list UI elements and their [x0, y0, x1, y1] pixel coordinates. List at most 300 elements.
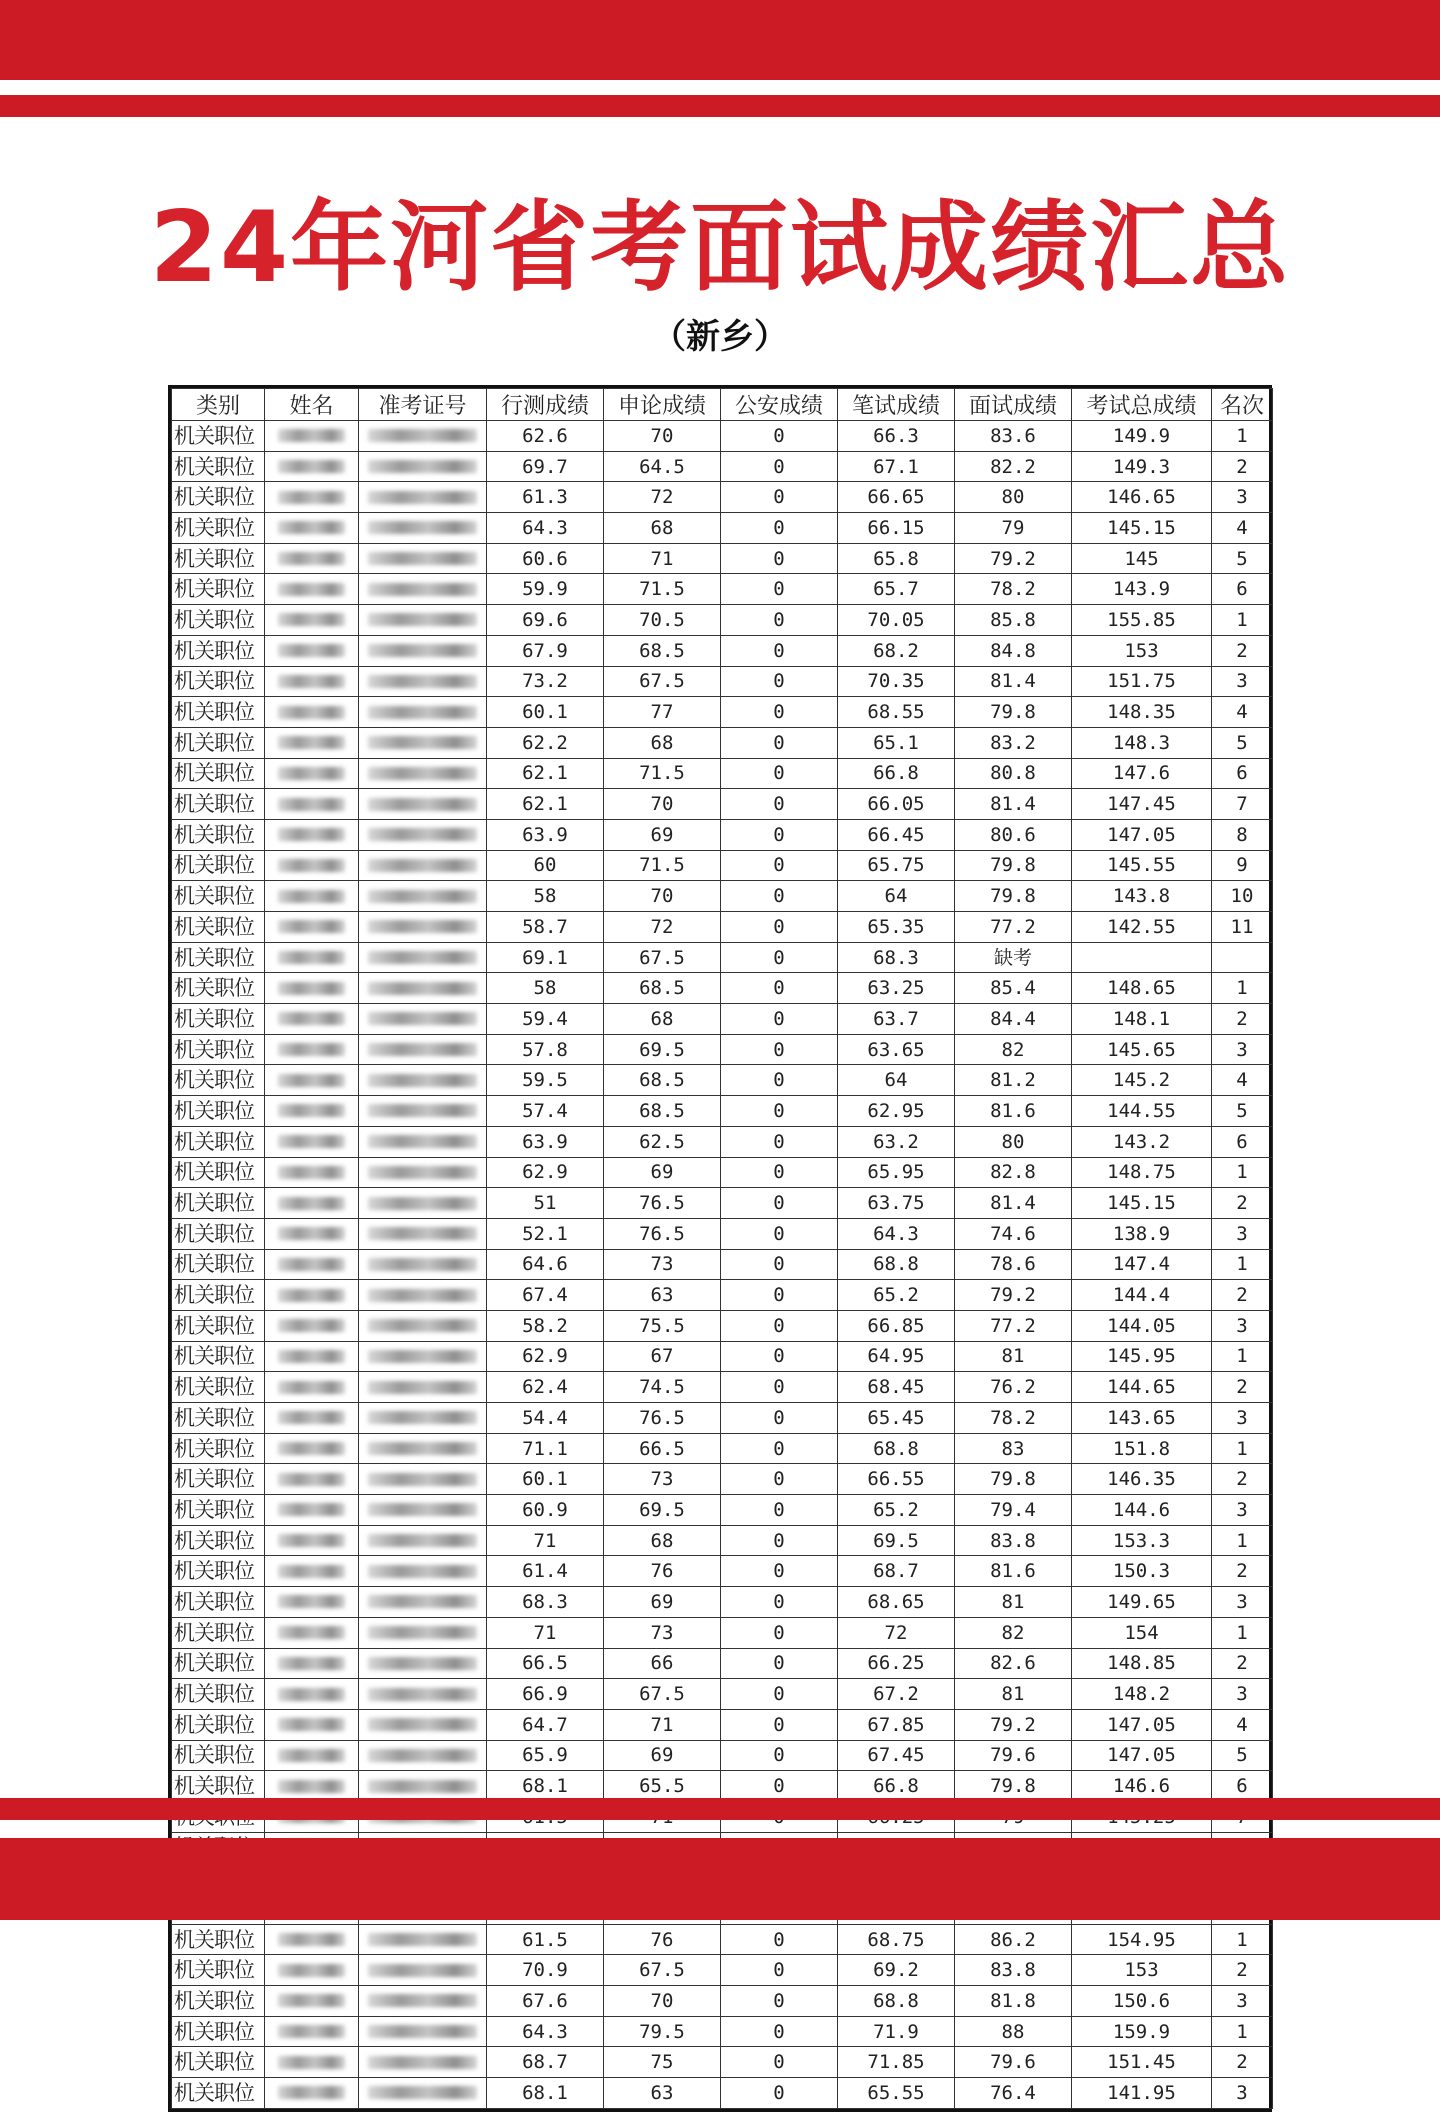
score-cell: 0 [721, 1126, 838, 1157]
category-cell: 机关职位 [172, 1034, 265, 1065]
score-cell: 148.3 [1072, 727, 1212, 758]
score-cell: 3 [1212, 1495, 1273, 1526]
score-cell: 75 [604, 2047, 721, 2078]
score-cell: 0 [721, 666, 838, 697]
redacted-name-cell [265, 850, 359, 881]
score-cell: 68.2 [838, 635, 955, 666]
redacted-name-cell [265, 1556, 359, 1587]
score-cell: 82.6 [955, 1648, 1072, 1679]
score-cell: 66.25 [838, 1648, 955, 1679]
table-row [172, 881, 1273, 912]
score-cell: 67.45 [838, 1740, 955, 1771]
score-cell: 80.6 [955, 819, 1072, 850]
redaction-blur [278, 613, 344, 626]
score-cell: 71.5 [604, 850, 721, 881]
score-cell: 0 [721, 1065, 838, 1096]
redacted-name-cell [265, 513, 359, 544]
redacted-id-cell [359, 451, 487, 482]
category-cell: 机关职位 [172, 1709, 265, 1740]
score-cell: 83 [955, 1433, 1072, 1464]
score-cell: 66.5 [604, 1433, 721, 1464]
score-cell: 143.9 [1072, 574, 1212, 605]
redacted-name-cell [265, 1280, 359, 1311]
redaction-blur [278, 1258, 344, 1271]
score-cell: 147.45 [1072, 789, 1212, 820]
score-cell: 64 [838, 881, 955, 912]
score-cell: 66 [604, 1648, 721, 1679]
score-cell: 64.95 [838, 1341, 955, 1372]
redaction-blur [278, 1688, 344, 1701]
category-cell: 机关职位 [172, 1556, 265, 1587]
score-cell: 1 [1212, 1924, 1273, 1955]
score-cell: 83.8 [955, 1955, 1072, 1986]
score-cell: 62.1 [487, 789, 604, 820]
redacted-id-cell [359, 1556, 487, 1587]
category-cell: 机关职位 [172, 1617, 265, 1648]
redacted-id-cell [359, 1341, 487, 1372]
redaction-blur [368, 767, 477, 780]
score-cell: 79 [955, 513, 1072, 544]
score-cell: 63.7 [838, 1004, 955, 1035]
redacted-name-cell [265, 1433, 359, 1464]
redaction-blur [278, 2086, 344, 2099]
score-cell: 153 [1072, 635, 1212, 666]
column-header: 面试成绩 [955, 389, 1072, 421]
score-cell: 71.9 [838, 2016, 955, 2047]
redacted-name-cell [265, 1495, 359, 1526]
redaction-blur [368, 460, 477, 473]
score-cell: 0 [721, 1310, 838, 1341]
score-cell: 66.8 [838, 1771, 955, 1802]
score-cell: 82 [955, 1034, 1072, 1065]
redacted-name-cell [265, 666, 359, 697]
score-cell: 64.3 [838, 1218, 955, 1249]
score-cell: 64.3 [487, 513, 604, 544]
score-cell: 68 [604, 727, 721, 758]
score-cell: 0 [721, 1679, 838, 1710]
redacted-name-cell [265, 1034, 359, 1065]
table-row [172, 942, 1273, 973]
redaction-blur [278, 1012, 344, 1025]
score-cell: 2 [1212, 635, 1273, 666]
score-cell: 2 [1212, 1004, 1273, 1035]
score-cell: 74.5 [604, 1372, 721, 1403]
redacted-id-cell [359, 1280, 487, 1311]
score-cell: 68 [604, 1525, 721, 1556]
redaction-blur [368, 1657, 477, 1670]
category-cell: 机关职位 [172, 697, 265, 728]
score-cell: 0 [721, 1403, 838, 1434]
category-cell: 机关职位 [172, 482, 265, 513]
score-cell: 85.4 [955, 973, 1072, 1004]
category-cell: 机关职位 [172, 1986, 265, 2017]
score-cell: 60.6 [487, 543, 604, 574]
redaction-blur [278, 1657, 344, 1670]
redacted-id-cell [359, 1433, 487, 1464]
redaction-blur [278, 521, 344, 534]
score-cell: 154 [1072, 1617, 1212, 1648]
score-cell: 64.3 [487, 2016, 604, 2047]
redaction-blur [278, 429, 344, 442]
score-cell: 144.6 [1072, 1495, 1212, 1526]
score-cell: 143.8 [1072, 881, 1212, 912]
score-cell: 6 [1212, 574, 1273, 605]
redacted-name-cell [265, 1740, 359, 1771]
category-cell: 机关职位 [172, 912, 265, 943]
score-cell: 3 [1212, 1986, 1273, 2017]
category-cell: 机关职位 [172, 1372, 265, 1403]
redaction-blur [368, 613, 477, 626]
score-cell: 71.85 [838, 2047, 955, 2078]
score-cell: 58.7 [487, 912, 604, 943]
score-cell: 145.15 [1072, 513, 1212, 544]
redacted-name-cell [265, 1096, 359, 1127]
redaction-blur [368, 1964, 477, 1977]
redacted-name-cell [265, 482, 359, 513]
score-cell: 0 [721, 1740, 838, 1771]
redacted-id-cell [359, 1218, 487, 1249]
score-cell: 148.65 [1072, 973, 1212, 1004]
score-cell: 66.3 [838, 421, 955, 452]
redacted-id-cell [359, 543, 487, 574]
redacted-id-cell [359, 1188, 487, 1219]
score-cell: 70 [604, 421, 721, 452]
score-cell: 138.9 [1072, 1218, 1212, 1249]
score-cell: 0 [721, 513, 838, 544]
redaction-blur [278, 1289, 344, 1302]
redacted-name-cell [265, 1587, 359, 1618]
category-cell: 机关职位 [172, 1004, 265, 1035]
redaction-blur [278, 675, 344, 688]
score-cell: 6 [1212, 1126, 1273, 1157]
score-cell: 68.3 [838, 942, 955, 973]
score-cell: 0 [721, 1096, 838, 1127]
redacted-id-cell [359, 2078, 487, 2109]
score-cell: 76.5 [604, 1188, 721, 1219]
score-cell: 70.9 [487, 1955, 604, 1986]
category-cell: 机关职位 [172, 2016, 265, 2047]
score-cell: 5 [1212, 543, 1273, 574]
redaction-blur [278, 798, 344, 811]
redacted-id-cell [359, 1679, 487, 1710]
score-cell: 79.6 [955, 1740, 1072, 1771]
score-cell: 58 [487, 881, 604, 912]
score-cell: 148.1 [1072, 1004, 1212, 1035]
score-cell: 65.5 [604, 1771, 721, 1802]
score-cell: 63.9 [487, 819, 604, 850]
table-row [172, 1495, 1273, 1526]
category-cell: 机关职位 [172, 881, 265, 912]
score-cell: 65.2 [838, 1495, 955, 1526]
redaction-blur [368, 1166, 477, 1179]
redacted-name-cell [265, 1341, 359, 1372]
redacted-name-cell [265, 912, 359, 943]
redaction-blur [368, 706, 477, 719]
score-cell: 0 [721, 1771, 838, 1802]
score-cell: 145.15 [1072, 1188, 1212, 1219]
redaction-blur [278, 1749, 344, 1762]
redacted-id-cell [359, 727, 487, 758]
score-cell: 2 [1212, 451, 1273, 482]
category-cell: 机关职位 [172, 1341, 265, 1372]
table-row [172, 421, 1273, 452]
category-cell: 机关职位 [172, 605, 265, 636]
redacted-id-cell [359, 1495, 487, 1526]
score-cell: 62.9 [487, 1157, 604, 1188]
score-cell: 75.5 [604, 1310, 721, 1341]
score-cell: 151.45 [1072, 2047, 1212, 2078]
score-cell: 148.35 [1072, 697, 1212, 728]
redacted-name-cell [265, 1986, 359, 2017]
redacted-id-cell [359, 973, 487, 1004]
score-cell: 149.3 [1072, 451, 1212, 482]
table-row [172, 2078, 1273, 2109]
table-row [172, 2016, 1273, 2047]
score-cell: 0 [721, 1617, 838, 1648]
score-cell: 68.1 [487, 1771, 604, 1802]
score-cell: 66.9 [487, 1679, 604, 1710]
score-cell: 0 [721, 543, 838, 574]
score-cell: 2 [1212, 1464, 1273, 1495]
redacted-id-cell [359, 1740, 487, 1771]
score-cell: 154.95 [1072, 1924, 1212, 1955]
score-cell: 84.8 [955, 635, 1072, 666]
score-cell: 76.5 [604, 1218, 721, 1249]
score-cell: 69.5 [604, 1495, 721, 1526]
score-cell: 0 [721, 912, 838, 943]
redacted-name-cell [265, 1065, 359, 1096]
redacted-name-cell [265, 2016, 359, 2047]
table-row [172, 1556, 1273, 1587]
table-row [172, 1188, 1273, 1219]
redacted-id-cell [359, 635, 487, 666]
category-cell: 机关职位 [172, 666, 265, 697]
table-row [172, 1924, 1273, 1955]
score-cell: 71 [604, 543, 721, 574]
score-cell: 0 [721, 1986, 838, 2017]
category-cell: 机关职位 [172, 1525, 265, 1556]
table-row [172, 482, 1273, 513]
score-cell: 67.5 [604, 1679, 721, 1710]
column-header: 类别 [172, 389, 265, 421]
score-cell: 0 [721, 2078, 838, 2109]
score-cell: 88 [955, 2016, 1072, 2047]
score-cell: 0 [721, 727, 838, 758]
score-cell: 11 [1212, 912, 1273, 943]
category-cell: 机关职位 [172, 758, 265, 789]
score-cell: 65.45 [838, 1403, 955, 1434]
score-cell: 4 [1212, 697, 1273, 728]
score-cell: 65.9 [487, 1740, 604, 1771]
redacted-name-cell [265, 1310, 359, 1341]
score-cell: 81 [955, 1587, 1072, 1618]
score-cell: 63.75 [838, 1188, 955, 1219]
score-cell: 0 [721, 819, 838, 850]
column-header: 笔试成绩 [838, 389, 955, 421]
redacted-id-cell [359, 819, 487, 850]
table-row [172, 1341, 1273, 1372]
score-cell: 74.6 [955, 1218, 1072, 1249]
score-cell: 68 [604, 513, 721, 544]
redacted-id-cell [359, 850, 487, 881]
redacted-id-cell [359, 1955, 487, 1986]
redaction-blur [278, 982, 344, 995]
redacted-name-cell [265, 1525, 359, 1556]
score-cell: 67 [604, 1341, 721, 1372]
score-cell: 64.5 [604, 451, 721, 482]
score-cell: 68.1 [487, 2078, 604, 2109]
redaction-blur [368, 521, 477, 534]
score-cell: 69 [604, 1587, 721, 1618]
score-cell: 80.8 [955, 758, 1072, 789]
redaction-blur [368, 1104, 477, 1117]
category-cell: 机关职位 [172, 1495, 265, 1526]
redacted-name-cell [265, 1004, 359, 1035]
score-cell: 6 [1212, 1771, 1273, 1802]
score-cell: 62.5 [604, 1126, 721, 1157]
score-cell: 69.7 [487, 451, 604, 482]
score-cell: 5 [1212, 1096, 1273, 1127]
score-cell: 0 [721, 881, 838, 912]
category-cell: 机关职位 [172, 1771, 265, 1802]
redacted-id-cell [359, 1372, 487, 1403]
score-cell: 0 [721, 1004, 838, 1035]
score-cell: 64.6 [487, 1249, 604, 1280]
redaction-blur [278, 1964, 344, 1977]
redacted-name-cell [265, 2047, 359, 2078]
score-cell: 0 [721, 2047, 838, 2078]
score-cell: 77.2 [955, 912, 1072, 943]
score-cell: 153.3 [1072, 1525, 1212, 1556]
redaction-blur [278, 1074, 344, 1087]
redaction-blur [368, 1350, 477, 1363]
score-cell: 66.5 [487, 1648, 604, 1679]
top-red-band [0, 0, 1440, 80]
score-cell: 0 [721, 1433, 838, 1464]
redacted-name-cell [265, 819, 359, 850]
redaction-blur [368, 1227, 477, 1240]
redacted-id-cell [359, 1587, 487, 1618]
score-cell: 79.5 [604, 2016, 721, 2047]
category-cell: 机关职位 [172, 1310, 265, 1341]
score-cell: 1 [1212, 1249, 1273, 1280]
redacted-id-cell [359, 942, 487, 973]
redaction-blur [368, 1780, 477, 1793]
score-cell: 63 [604, 2078, 721, 2109]
table-row [172, 1617, 1273, 1648]
score-cell: 72 [604, 482, 721, 513]
category-cell: 机关职位 [172, 1280, 265, 1311]
score-cell: 151.8 [1072, 1433, 1212, 1464]
score-cell: 68.45 [838, 1372, 955, 1403]
table-row [172, 1587, 1273, 1618]
score-cell: 150.3 [1072, 1556, 1212, 1587]
redacted-id-cell [359, 1771, 487, 1802]
score-cell: 0 [721, 574, 838, 605]
redaction-blur [368, 859, 477, 872]
table-row [172, 1986, 1273, 2017]
score-cell: 65.95 [838, 1157, 955, 1188]
score-cell: 1 [1212, 1525, 1273, 1556]
redaction-blur [278, 644, 344, 657]
score-cell: 65.2 [838, 1280, 955, 1311]
score-cell: 0 [721, 850, 838, 881]
score-cell: 81.4 [955, 789, 1072, 820]
score-cell: 67.9 [487, 635, 604, 666]
table-row [172, 605, 1273, 636]
top-red-stripe [0, 95, 1440, 117]
score-cell: 65.1 [838, 727, 955, 758]
score-cell: 84.4 [955, 1004, 1072, 1035]
score-cell: 78.6 [955, 1249, 1072, 1280]
score-cell: 66.15 [838, 513, 955, 544]
redacted-id-cell [359, 513, 487, 544]
score-cell: 68.5 [604, 1096, 721, 1127]
score-cell: 1 [1212, 1617, 1273, 1648]
score-cell: 2 [1212, 1648, 1273, 1679]
score-cell: 61.4 [487, 1556, 604, 1587]
redaction-blur [368, 1688, 477, 1701]
redacted-name-cell [265, 605, 359, 636]
column-header: 名次 [1212, 389, 1273, 421]
table-row [172, 574, 1273, 605]
score-cell: 79.6 [955, 2047, 1072, 2078]
table-row [172, 1771, 1273, 1802]
page-title: 24年河省考面试成绩汇总 [149, 191, 1291, 305]
redaction-blur [278, 1718, 344, 1731]
redacted-name-cell [265, 1648, 359, 1679]
table-row [172, 1525, 1273, 1556]
redaction-blur [368, 675, 477, 688]
score-cell: 149.9 [1072, 421, 1212, 452]
redacted-name-cell [265, 1679, 359, 1710]
score-cell: 0 [721, 973, 838, 1004]
score-cell: 1 [1212, 973, 1273, 1004]
category-cell: 机关职位 [172, 1157, 265, 1188]
redaction-blur [368, 1994, 477, 2007]
category-cell: 机关职位 [172, 850, 265, 881]
score-cell: 66.65 [838, 482, 955, 513]
score-cell: 67.5 [604, 942, 721, 973]
redaction-blur [278, 491, 344, 504]
score-cell: 68.7 [487, 2047, 604, 2078]
score-cell: 71 [487, 1525, 604, 1556]
redaction-blur [278, 583, 344, 596]
score-cell: 70 [604, 1986, 721, 2017]
redacted-name-cell [265, 2078, 359, 2109]
score-cell: 59.5 [487, 1065, 604, 1096]
score-cell: 51 [487, 1188, 604, 1219]
table-row [172, 1096, 1273, 1127]
score-cell: 67.5 [604, 1955, 721, 1986]
score-cell: 73 [604, 1249, 721, 1280]
category-cell: 机关职位 [172, 451, 265, 482]
table-row [172, 1280, 1273, 1311]
score-cell: 69.2 [838, 1955, 955, 1986]
score-cell: 79.8 [955, 1771, 1072, 1802]
score-cell: 缺考 [955, 942, 1072, 973]
category-cell: 机关职位 [172, 2047, 265, 2078]
redaction-blur [368, 1381, 477, 1394]
score-cell: 71.5 [604, 758, 721, 789]
score-cell: 76.2 [955, 1372, 1072, 1403]
score-cell: 69 [604, 1740, 721, 1771]
score-cell: 2 [1212, 1955, 1273, 1986]
category-cell: 机关职位 [172, 2078, 265, 2109]
redaction-blur [368, 644, 477, 657]
redacted-id-cell [359, 1648, 487, 1679]
score-cell: 65.55 [838, 2078, 955, 2109]
